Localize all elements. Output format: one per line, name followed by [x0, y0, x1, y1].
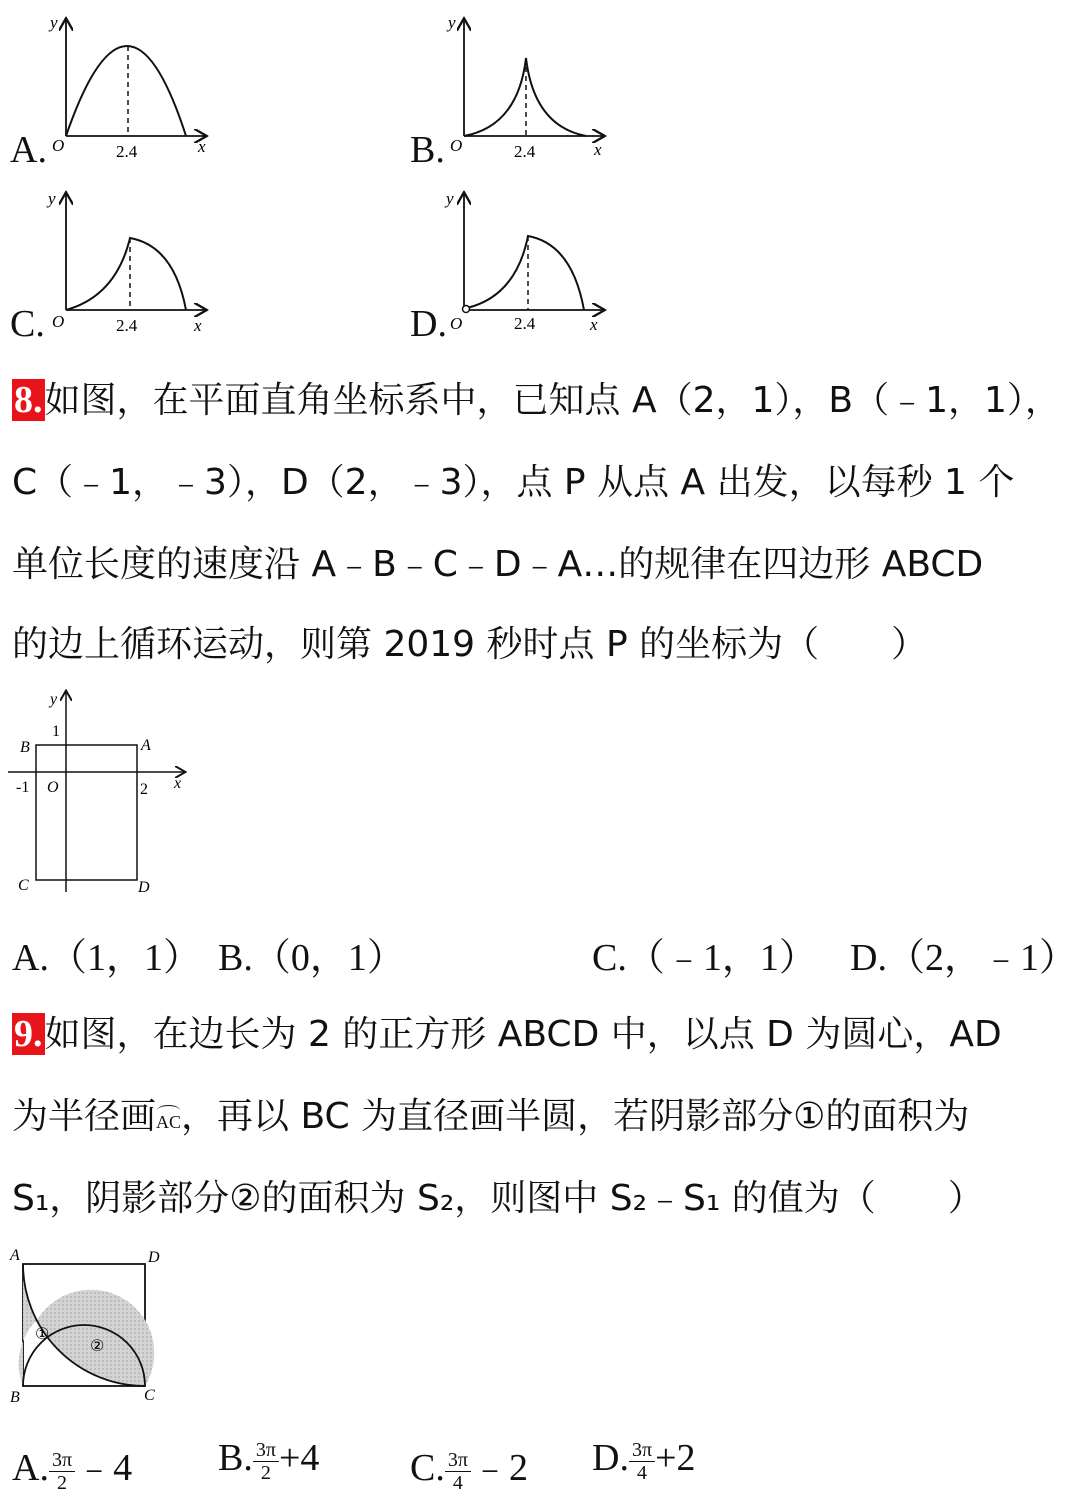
option-a-graph	[50, 12, 220, 162]
x-label: x	[174, 775, 182, 792]
q9-answer-b[interactable]: B. $\frac{3\pi}{2}$ +4	[218, 1437, 320, 1484]
option-c-graph	[50, 186, 220, 336]
q9-line-3: S₁，阴影部分②的面积为 S₂，则图中 S₂﹣S₁ 的值为（ ）	[12, 1178, 984, 1219]
curve	[464, 58, 586, 136]
option-b-label[interactable]: B.	[410, 129, 445, 171]
fraction: $\frac{3\pi}{2}$	[49, 1449, 75, 1494]
point-a: A	[141, 737, 151, 754]
x-label: x	[594, 140, 602, 159]
q9-figure	[6, 1240, 176, 1410]
open-circle	[463, 306, 470, 313]
region-2-label: ②	[90, 1338, 105, 1355]
q9-answer-d[interactable]: D. $\frac{3\pi}{4}$ +2	[592, 1437, 696, 1484]
point-c: C	[18, 877, 29, 894]
q8-answer-c[interactable]: C.（﹣1，1）	[592, 937, 817, 979]
point-b: B	[20, 739, 30, 756]
point-d: D	[148, 1249, 160, 1266]
fraction: $\frac{3\pi}{4}$	[629, 1439, 655, 1484]
origin-label: O	[52, 312, 65, 331]
q8-answer-a[interactable]: A.（1，1）	[12, 937, 201, 979]
q8-answer-b[interactable]: B.（0，1）	[218, 937, 405, 979]
q8-line-2: C（﹣1，﹣3），D（2，﹣3），点 P 从点 A 出发，以每秒 1 个	[12, 462, 1015, 503]
option-c-label[interactable]: C.	[10, 303, 45, 345]
y-label: y	[448, 13, 456, 32]
point-a: A	[10, 1247, 20, 1264]
origin-label: O	[450, 314, 463, 333]
q9-answer-c[interactable]: C. $\frac{3\pi}{4}$ ﹣2	[410, 1447, 528, 1494]
point-c: C	[144, 1387, 155, 1404]
q8-line-3: 单位长度的速度沿 A﹣B﹣C﹣D﹣A…的规律在四边形 ABCD	[12, 544, 984, 585]
q9-line-2: 为半径画AC，再以 BC 为直径画半圆，若阴影部分①的面积为	[12, 1096, 970, 1137]
curve	[66, 46, 186, 136]
quadrilateral-abcd	[36, 745, 137, 880]
q8-line-4: 的边上循环运动，则第 2019 秒时点 P 的坐标为（ ）	[12, 624, 928, 665]
q8-number: 8.	[14, 379, 43, 421]
tick-label: 2.4	[116, 142, 138, 161]
tick-label: 2.4	[116, 316, 138, 335]
tick-label: 2.4	[514, 142, 536, 161]
origin-label: O	[52, 136, 65, 155]
tick-neg1: -1	[16, 779, 30, 796]
y-label: y	[50, 13, 58, 32]
fraction: $\frac{3\pi}{2}$	[253, 1439, 279, 1484]
y-label: y	[50, 691, 58, 708]
x-label: x	[198, 137, 206, 156]
option-d-label[interactable]: D.	[410, 303, 447, 345]
region-1-label: ①	[35, 1326, 50, 1343]
option-b-graph	[448, 12, 618, 162]
q8-line-1: 8.如图，在平面直角坐标系中，已知点 A（2，1），B（﹣1，1），	[14, 379, 1061, 421]
origin-label: O	[450, 136, 463, 155]
curve	[467, 236, 584, 310]
x-label: x	[194, 316, 202, 335]
q8-figure	[8, 686, 198, 898]
y-label: y	[446, 189, 454, 208]
arc-ac-symbol: AC	[156, 1112, 182, 1132]
point-d: D	[138, 879, 150, 896]
curve	[66, 238, 186, 310]
q9-number: 9.	[14, 1013, 43, 1055]
origin-label: O	[47, 779, 59, 796]
q9-answer-a[interactable]: A. $\frac{3\pi}{2}$ ﹣4	[12, 1447, 133, 1494]
x-label: x	[590, 315, 598, 334]
option-a-label[interactable]: A.	[10, 129, 47, 171]
fraction: $\frac{3\pi}{4}$	[445, 1449, 471, 1494]
y-label: y	[48, 189, 56, 208]
q8-answer-d[interactable]: D.（2，﹣1）	[850, 937, 1077, 979]
tick-1: 1	[52, 723, 60, 740]
tick-label: 2.4	[514, 314, 536, 333]
option-d-graph	[448, 186, 618, 336]
q9-line-1: 9.如图，在边长为 2 的正方形 ABCD 中，以点 D 为圆心，AD	[14, 1013, 1002, 1055]
point-b: B	[10, 1389, 20, 1406]
shaded-region-1	[19, 1264, 37, 1386]
tick-2: 2	[140, 781, 148, 798]
